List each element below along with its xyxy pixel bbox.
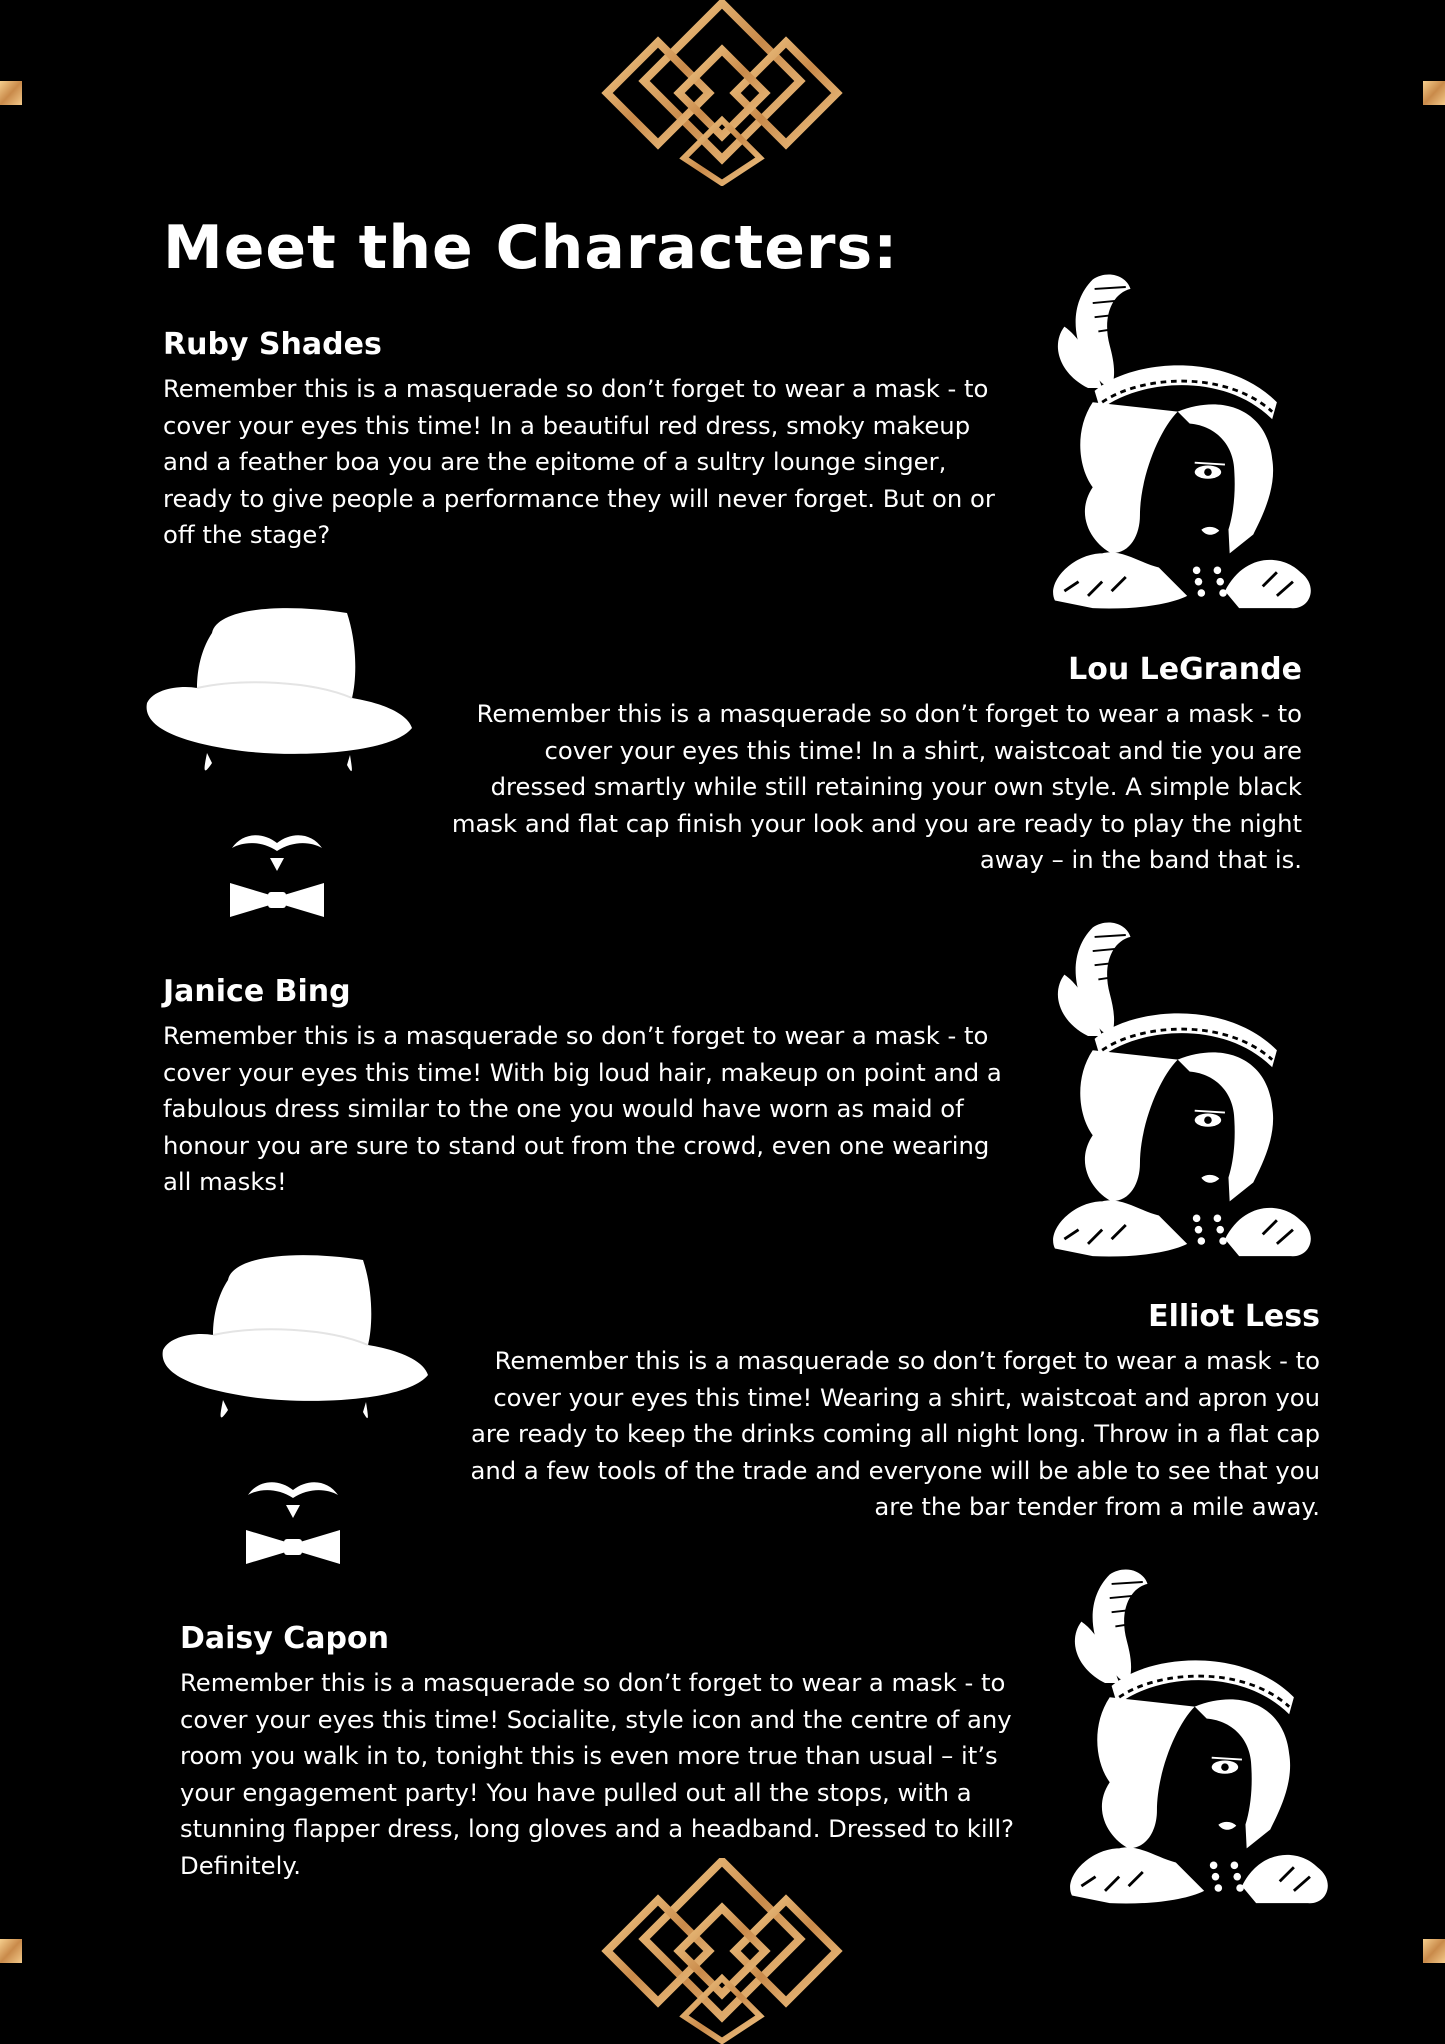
top-ornament bbox=[0, 0, 1445, 186]
gentleman-icon bbox=[158, 1250, 433, 1580]
bottom-ornament bbox=[0, 1858, 1445, 2044]
flapper-icon bbox=[1028, 270, 1318, 610]
character-ruby-shades bbox=[163, 325, 1013, 554]
character-elliot-less bbox=[465, 1297, 1320, 1526]
character-name: Janice Bing bbox=[163, 974, 351, 1009]
character-daisy-capon bbox=[180, 1619, 1020, 1885]
character-description: Remember this is a masquerade so don’t forget to wear a mask - to cover your eyes this time! With big loud hair, makeup on point and a fabulous dress similar to the one you would have worn as maid of honour you are sure to stand out from the crowd, even one wearing all masks! bbox=[163, 1021, 1002, 1197]
character-lou-legrande bbox=[447, 650, 1302, 879]
character-description: Remember this is a masquerade so don’t forget to wear a mask - to cover your eyes this time! In a shirt, waistcoat and tie you are dressed smartly while still retaining your own style. A simple black mask and flat cap finish your look and you are ready to play the night away – in the band that is. bbox=[451, 699, 1302, 875]
flapper-icon bbox=[1028, 918, 1318, 1258]
page-title: Meet the Characters: bbox=[163, 213, 899, 283]
character-name: Daisy Capon bbox=[180, 1621, 389, 1656]
character-name: Ruby Shades bbox=[163, 327, 382, 362]
character-description: Remember this is a masquerade so don’t forget to wear a mask - to cover your eyes this time! In a beautiful red dress, smoky makeup and a feather boa you are the epitome of a sultry lounge singer, ready to give people a performance they will never forget. But on or off the stage? bbox=[163, 374, 995, 550]
character-name: Lou LeGrande bbox=[1068, 652, 1302, 687]
character-name: Elliot Less bbox=[1148, 1299, 1320, 1334]
character-description: Remember this is a masquerade so don’t forget to wear a mask - to cover your eyes this time! Socialite, style icon and the centre of any room you walk in to, tonight this is even more true than usual – it’s your engagement party! You have pulled out all the stops, with a stunning flapper dress, long gloves and a headband. Dressed to kill? Definitely. bbox=[180, 1668, 1015, 1880]
gentleman-icon bbox=[142, 603, 417, 933]
character-janice-bing bbox=[163, 972, 1013, 1201]
character-description: Remember this is a masquerade so don’t forget to wear a mask - to cover your eyes this time! Wearing a shirt, waistcoat and apron you are ready to keep the drinks coming all night long. Throw in a flat cap and a few tools of the trade and everyone will be able to see that you are the bar tender from a mile away. bbox=[470, 1346, 1320, 1522]
flapper-icon bbox=[1045, 1565, 1335, 1905]
